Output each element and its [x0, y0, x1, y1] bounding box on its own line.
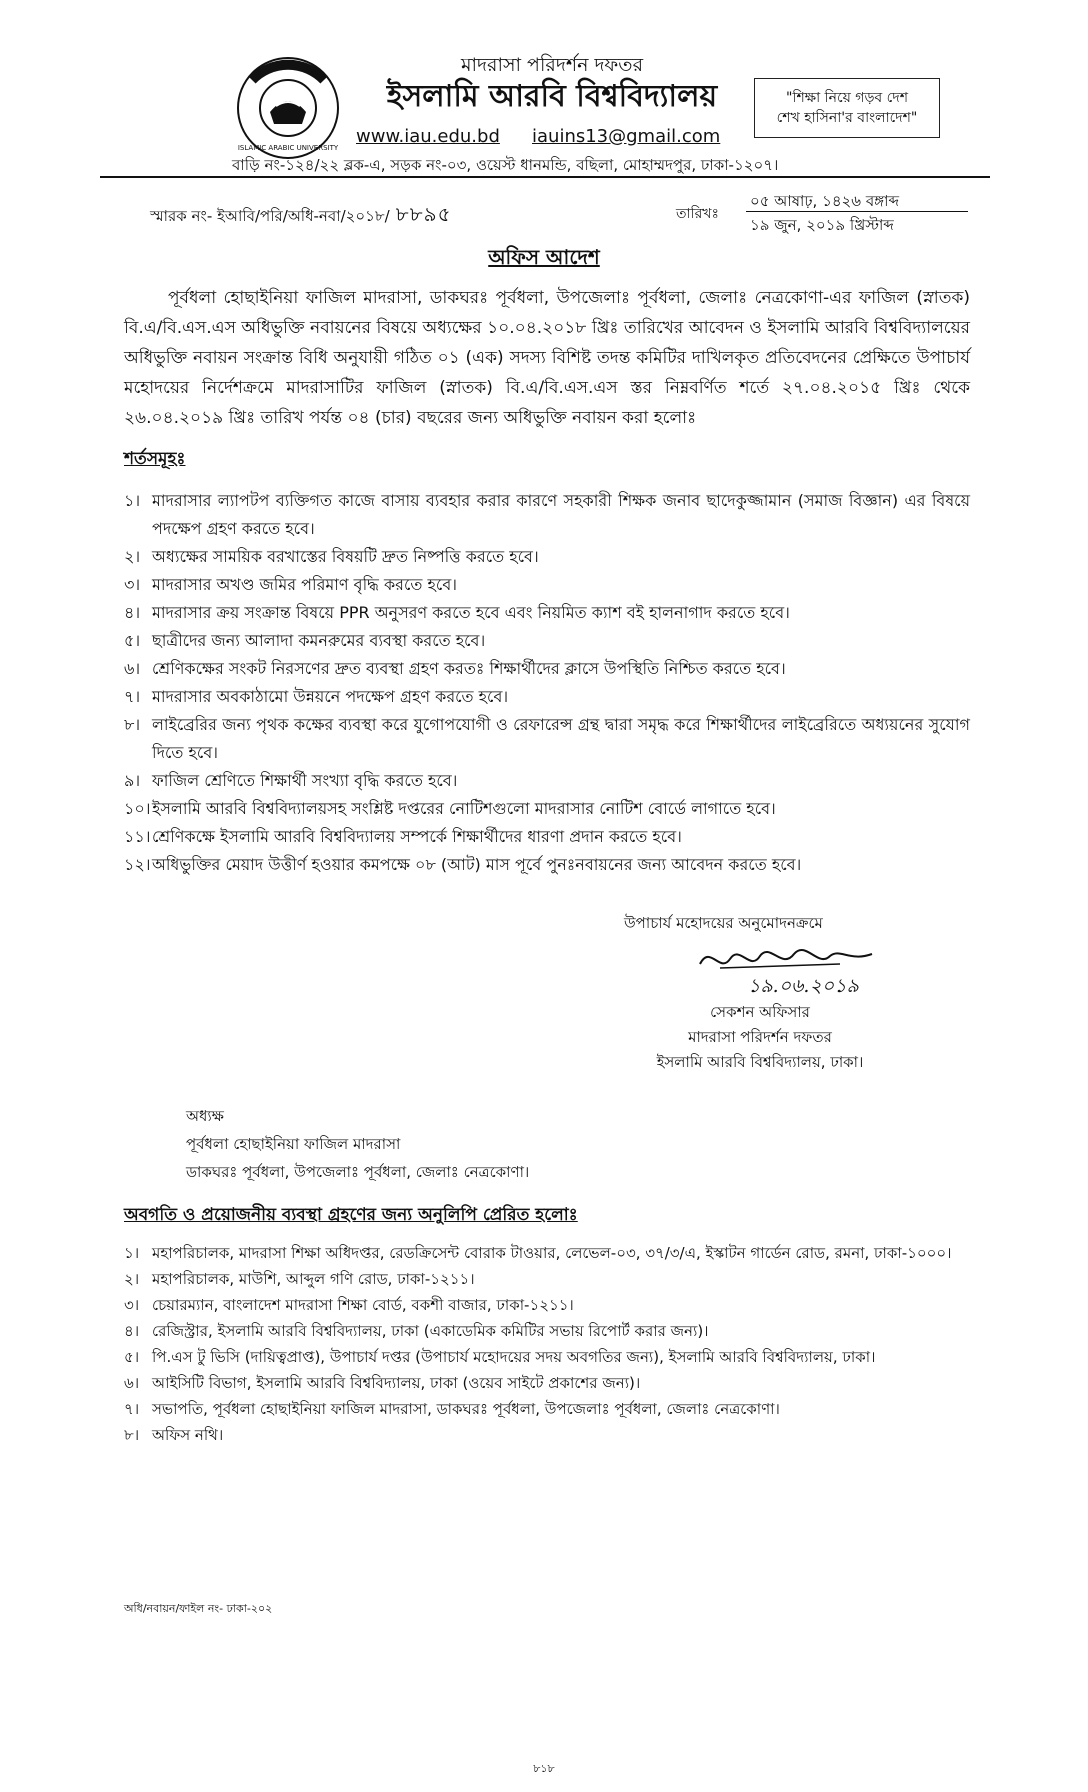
copies-heading: অবগতি ও প্রয়োজনীয় ব্যবস্থা গ্রহণের জন্য অনুলিপি প্রেরিত হলোঃ: [124, 1205, 578, 1225]
signatory-office: মাদরাসা পরিদর্শন দফতর: [688, 1028, 832, 1046]
signatory-block: [580, 1000, 940, 1075]
website-link[interactable]: www.iau.edu.bd: [356, 126, 500, 147]
condition-item: [124, 599, 970, 627]
copy-text: চেয়ারম্যান, বাংলাদেশ মাদরাসা শিক্ষা বোর্ড, বকশী বাজার, ঢাকা-১২১১।: [152, 1296, 574, 1314]
copy-number: ৪।: [124, 1322, 140, 1340]
memo-handwritten-number: ৮৮৯৫: [395, 202, 452, 226]
date-label: তারিখঃ: [676, 206, 719, 222]
copy-number: ৭।: [124, 1400, 140, 1418]
condition-item: [124, 543, 970, 571]
condition-number: ১১।: [124, 827, 151, 846]
copy-number: ৩।: [124, 1296, 140, 1314]
approval-note: উপাচার্য মহোদয়ের অনুমোদনক্রমে: [624, 914, 823, 932]
condition-text: ইসলামি আরবি বিশ্ববিদ্যালয়সহ সংশ্লিষ্ট দপ্তরের নোটিশগুলো মাদরাসার নোটিশ বোর্ডে লাগাতে হবে।: [152, 799, 776, 818]
copy-item: [124, 1266, 970, 1292]
copy-number: ৫।: [124, 1348, 140, 1366]
condition-text: অধ্যক্ষের সাময়িক বরখাস্তের বিষয়টি দ্রুত নিষ্পত্তি করতে হবে।: [152, 547, 539, 566]
page-number: ৮১৮: [533, 1762, 555, 1775]
recipient-line-1: অধ্যক্ষ: [186, 1107, 224, 1125]
condition-item: [124, 851, 970, 879]
copy-text: মহাপরিচালক, মাদরাসা শিক্ষা অধিদপ্তর, রেডক্রিসেন্ট বোরাক টাওয়ার, লেভেল-০৩, ৩৭/৩/এ, ইস্কাটন গার্ডেন রোড, রমনা, ঢাকা-১০০০।: [152, 1244, 952, 1262]
university-logo: [232, 50, 344, 162]
condition-number: ৯।: [124, 771, 141, 790]
copy-item: [124, 1318, 970, 1344]
condition-item: [124, 571, 970, 599]
email-link[interactable]: iauins13@gmail.com: [532, 126, 721, 147]
copy-text: মহাপরিচালক, মাউশি, আব্দুল গণি রোড, ঢাকা-১২১১।: [152, 1270, 475, 1288]
signatory-designation: সেকশন অফিসার: [710, 1003, 810, 1021]
condition-number: ৩।: [124, 575, 141, 594]
condition-text: ছাত্রীদের জন্য আলাদা কমনরুমের ব্যবস্থা করতে হবে।: [152, 631, 486, 650]
condition-number: ১।: [124, 491, 141, 510]
date-divider: [746, 211, 968, 212]
condition-number: ৬।: [124, 659, 141, 678]
copy-item: [124, 1370, 970, 1396]
title-text: অফিস আদেশ: [488, 245, 600, 269]
conditions-heading: শর্তসমূহঃ: [124, 449, 186, 469]
recipient-line-2: পূর্বধলা হোছাইনিয়া ফাজিল মাদরাসা: [186, 1135, 401, 1153]
condition-text: মাদরাসার ল্যাপটপ ব্যক্তিগত কাজে বাসায় ব্যবহার করার কারণে সহকারী শিক্ষক জনাব ছাদেকুজ্জামান (সমাজ বিজ্ঞান) এর বিষয়ে পদক্ষেপ গ্রহণ করতে হবে।: [152, 491, 970, 538]
slogan-line-2: শেখ হাসিনা'র বাংলাদেশ": [776, 110, 918, 126]
condition-text: মাদরাসার অখণ্ড জমির পরিমাণ বৃদ্ধি করতে হবে।: [152, 575, 457, 594]
document-title: [0, 243, 1088, 276]
letterhead: [352, 52, 752, 116]
condition-text: শ্রেণিকক্ষের সংকট নিরসণের দ্রুত ব্যবস্থা গ্রহণ করতঃ শিক্ষার্থীদের ক্লাসে উপস্থিতি নিশ্চিত করতে হবে।: [152, 659, 786, 678]
copy-item: [124, 1292, 970, 1318]
recipient-line-3: ডাকঘরঃ পূর্বধলা, উপজেলাঃ পূর্বধলা, জেলাঃ নেত্রকোণা।: [186, 1163, 530, 1181]
copy-item: [124, 1344, 970, 1370]
memo-number: [150, 200, 452, 233]
condition-number: ৮।: [124, 715, 141, 734]
logo-text: ISLAMIC ARABIC UNIVERSITY: [237, 144, 339, 152]
copy-item: [124, 1396, 970, 1422]
condition-item: [124, 711, 970, 767]
copy-number: ৮।: [124, 1426, 140, 1444]
address-line: বাড়ি নং-১২৪/২২ ব্লক-এ, সড়ক নং-০৩, ওয়েস্ট ধানমন্ডি, বছিলা, মোহাম্মদপুর, ঢাকা-১২০৭।: [232, 156, 779, 174]
copy-item: [124, 1422, 970, 1448]
copy-number: ৬।: [124, 1374, 140, 1392]
copy-text: পি.এস টু ভিসি (দায়িত্বপ্রাপ্ত), উপাচার্য দপ্তর (উপাচার্য মহোদয়ের সদয় অবগতির জন্য), ইসলামি আরবি বিশ্ববিদ্যালয়, ঢাকা।: [152, 1348, 876, 1366]
header-divider: [100, 176, 990, 178]
condition-text: শ্রেণিকক্ষে ইসলামি আরবি বিশ্ববিদ্যালয় সম্পর্কে শিক্ষার্থীদের ধারণা প্রদান করতে হবে।: [152, 827, 682, 846]
condition-item: [124, 655, 970, 683]
condition-item: [124, 795, 970, 823]
copy-number: ১।: [124, 1244, 140, 1262]
date-bangla: ০৫ আষাঢ়, ১৪২৬ বঙ্গাব্দ: [750, 192, 899, 210]
condition-item: [124, 683, 970, 711]
condition-item: [124, 823, 970, 851]
condition-number: ৫।: [124, 631, 141, 650]
condition-text: মাদরাসার ক্রয় সংক্রান্ত বিষয়ে PPR অনুসরণ করতে হবে এবং নিয়মিত ক্যাশ বই হালনাগাদ করতে হবে।: [152, 603, 790, 622]
conditions-list: [124, 487, 970, 879]
recipient-block: [186, 1102, 529, 1186]
condition-text: মাদরাসার অবকাঠামো উন্নয়নে পদক্ষেপ গ্রহণ করতে হবে।: [152, 687, 509, 706]
signatory-institution: ইসলামি আরবি বিশ্ববিদ্যালয়, ঢাকা।: [656, 1053, 864, 1071]
copy-text: সভাপতি, পূর্বধলা হোছাইনিয়া ফাজিল মাদরাসা, ডাকঘরঃ পূর্বধলা, উপজেলাঃ পূর্বধলা, জেলাঃ নেত্রকোণা।: [152, 1400, 780, 1418]
condition-number: ৭।: [124, 687, 141, 706]
condition-item: [124, 767, 970, 795]
condition-number: ১২।: [124, 855, 151, 874]
date-gregorian: ১৯ জুন, ২০১৯ খ্রিস্টাব্দ: [750, 216, 894, 234]
copies-list: [124, 1240, 970, 1448]
condition-item: [124, 627, 970, 655]
condition-text: লাইব্রেরির জন্য পৃথক কক্ষের ব্যবস্থা করে যুগোপযোগী ও রেফারেন্স গ্রন্থ দ্বারা সমৃদ্ধ করে শিক্ষার্থীদের লাইব্রেরিতে অধ্যয়নের সুযোগ দিতে হবে।: [152, 715, 970, 762]
memo-label: স্মারক নং- ইআবি/পরি/অধি-নবা/২০১৮/: [150, 207, 390, 225]
condition-number: ২।: [124, 547, 141, 566]
department-name: মাদরাসা পরিদর্শন দফতর: [460, 54, 644, 76]
copy-text: অফিস নথি।: [152, 1426, 224, 1444]
slogan-line-1: "শিক্ষা নিয়ে গড়ব দেশ: [786, 90, 908, 106]
copy-text: রেজিস্ট্রার, ইসলামি আরবি বিশ্ববিদ্যালয়, ঢাকা (একাডেমিক কমিটির সভায় রিপোর্ট করার জন্য)।: [152, 1322, 709, 1340]
condition-number: ৪।: [124, 603, 141, 622]
condition-text: অধিভুক্তির মেয়াদ উত্তীর্ণ হওয়ার কমপক্ষে ০৮ (আট) মাস পূর্বে পুনঃনবায়নের জন্য আবেদন করতে হবে।: [152, 855, 802, 874]
slogan-box: [754, 78, 940, 138]
copy-text: আইসিটি বিভাগ, ইসলামি আরবি বিশ্ববিদ্যালয়, ঢাকা (ওয়েব সাইটে প্রকাশের জন্য)।: [152, 1374, 641, 1392]
signature-date: ১৯.০৬.২০১৯: [748, 975, 859, 997]
condition-item: [124, 487, 970, 543]
copy-item: [124, 1240, 970, 1266]
university-name: ইসলামি আরবি বিশ্ববিদ্যালয়: [386, 79, 718, 114]
body-paragraph: পূর্বধলা হোছাইনিয়া ফাজিল মাদরাসা, ডাকঘরঃ পূর্বধলা, উপজেলাঃ পূর্বধলা, জেলাঃ নেত্রকোণা-এর ফাজিল (স্নাতক) বি.এ/বি.এস.এস অধিভুক্তি নবায়নের বিষয়ে অধ্যক্ষের ১০.০৪.২০১৮ খ্রিঃ তারিখের আবেদন ও ইসলামি আরবি বিশ্ববিদ্যালয়ের অধিভুক্তি নবায়ন সংক্রান্ত বিধি অনুযায়ী গঠিত ০১ (এক) সদস্য বিশিষ্ট তদন্ত কমিটির দাখিলকৃত প্রতিবেদনের প্রেক্ষিতে উপাচার্য মহোদয়ের নির্দেশক্রমে মাদরাসাটির ফাজিল (স্নাতক) বি.এ/বি.এস.এস স্তর নিম্নবর্ণিত শর্তে ২৭.০৪.২০১৫ খ্রিঃ থেকে ২৬.০৪.২০১৯ খ্রিঃ তারিখ পর্যন্ত ০৪ (চার) বছরের জন্য অধিভুক্তি নবায়ন করা হলোঃ: [124, 288, 970, 428]
condition-number: ১০।: [124, 799, 151, 818]
file-reference: অধি/নবায়ন/ফাইল নং- ঢাকা-২০২: [124, 1602, 273, 1615]
condition-text: ফাজিল শ্রেণিতে শিক্ষার্থী সংখ্যা বৃদ্ধি করতে হবে।: [152, 771, 458, 790]
copy-number: ২।: [124, 1270, 140, 1288]
